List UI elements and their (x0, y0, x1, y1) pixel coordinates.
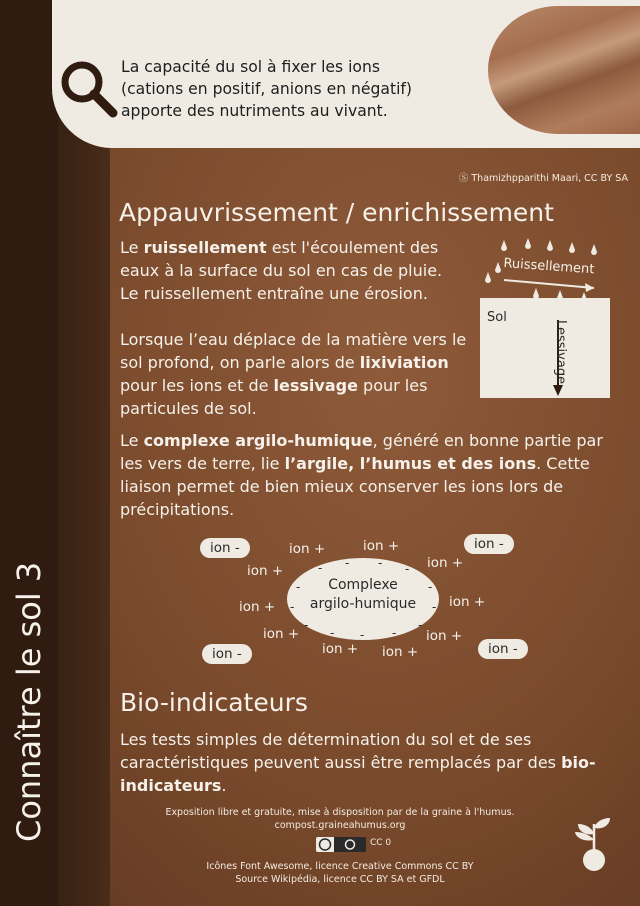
term-ruissellement: ruissellement (143, 238, 267, 257)
footer-licenses (130, 860, 550, 886)
ion-positive: ion + (263, 626, 300, 642)
term-argile-humus-ions: l’argile, l’humus et des ions (284, 454, 537, 473)
text: Le (120, 238, 144, 257)
runoff-arrow (504, 280, 594, 288)
minus-sign: - (378, 556, 383, 570)
ion-negative-bubble: ion - (202, 644, 252, 664)
term-lessivage: lessivage (273, 376, 358, 395)
term-lixiviation: lixiviation (359, 353, 449, 372)
ion-positive: ion + (426, 628, 463, 644)
label-lessivage: Lessivage (553, 320, 568, 385)
ion-positive: ion + (427, 555, 464, 571)
text: est l'écoulement des eaux à la surface du sol en cas de pluie. Le ruissellement entraîne une érosion. (120, 238, 443, 303)
footer-line-3: Icônes Font Awesome, licence Creative Commons CC BY (206, 861, 474, 872)
ion-negative-bubble: ion - (200, 538, 250, 558)
ion-positive: ion + (363, 538, 400, 554)
label-sol: Sol (487, 310, 507, 325)
text: . (221, 776, 227, 795)
photo-credit (400, 170, 628, 184)
sprout-logo-icon (572, 812, 616, 874)
ion-positive: ion + (239, 599, 276, 615)
text: Le (120, 431, 144, 450)
minus-sign: - (330, 626, 335, 640)
section-title-bio-indicateurs: Bio-indicateurs (120, 688, 308, 717)
ion-negative-bubble: ion - (478, 639, 528, 659)
text: pour les ions et de (120, 376, 274, 395)
minus-sign: - (418, 618, 423, 632)
intro-line-3: apporte des nutriments au vivant. (121, 102, 388, 120)
text: , généré en bonne partie par les vers de terre, lie (120, 431, 603, 473)
ion-positive: ion + (322, 641, 359, 657)
paragraph-lixiviation (120, 328, 470, 420)
complex-label (287, 576, 439, 614)
soil-photo (488, 6, 640, 134)
paragraph-bio-indicateurs (120, 728, 610, 797)
minus-sign: - (290, 600, 295, 614)
paragraph-complexe (120, 429, 610, 521)
intro-line-1: La capacité du sol à fixer les ions (121, 58, 380, 76)
footer-line-1: Exposition libre et gratuite, mise à disposition par de la graine à l'humus. (165, 807, 515, 818)
minus-sign: - (428, 580, 433, 594)
section-title-appauvrissement: Appauvrissement / enrichissement (119, 198, 554, 227)
minus-sign: - (304, 618, 309, 632)
ion-positive: ion + (289, 541, 326, 557)
footer-line-2: compost.graineahumus.org (274, 820, 406, 831)
minus-sign: - (360, 628, 365, 642)
ion-positive: ion + (247, 563, 284, 579)
paragraph-ruissellement (120, 236, 460, 305)
cc-icon: Ⓢ (458, 173, 472, 184)
minus-sign: - (345, 556, 350, 570)
minus-sign: - (318, 561, 323, 575)
cc0-badge-icon (316, 837, 366, 852)
minus-sign: - (296, 580, 301, 594)
ion-positive: ion + (449, 594, 486, 610)
ion-negative-bubble: ion - (464, 534, 514, 554)
footer-line-4: Source Wikipédia, licence CC BY SA et GFDL (235, 874, 445, 885)
cc0-badge-text: CC 0 (370, 838, 392, 848)
ion-positive: ion + (382, 644, 419, 660)
minus-sign: - (432, 600, 437, 614)
intro-line-2: (cations en positif, anions en négatif) (121, 80, 413, 98)
minus-sign: - (392, 626, 397, 640)
vertical-title: Connaître le sol 3 (10, 561, 48, 842)
footer-credits (130, 806, 550, 832)
complex-line-1: Complexe (328, 577, 398, 593)
photo-credit-text: Thamizhpparithi Maari, CC BY SA (471, 173, 628, 184)
label-ruissellement: Ruissellement (502, 256, 595, 278)
text: Lorsque l’eau déplace de la matière vers le sol profond, on parle alors de (120, 330, 467, 372)
intro-text (121, 56, 481, 122)
text: Les tests simples de détermination du sol et de ses caractéristiques peuvent aussi être remplacés par des (120, 730, 562, 772)
minus-sign: - (405, 562, 410, 576)
magnifier-icon (58, 58, 120, 120)
text: pour les particules de sol. (120, 376, 428, 418)
term-bio-indicateurs: bio-indicateurs (120, 753, 596, 795)
complex-line-2: argilo-humique (309, 596, 417, 612)
text: . Cette liaison permet de bien mieux conserver les ions lors de précipitations. (120, 454, 590, 519)
term-complexe: complexe argilo-humique (143, 431, 373, 450)
